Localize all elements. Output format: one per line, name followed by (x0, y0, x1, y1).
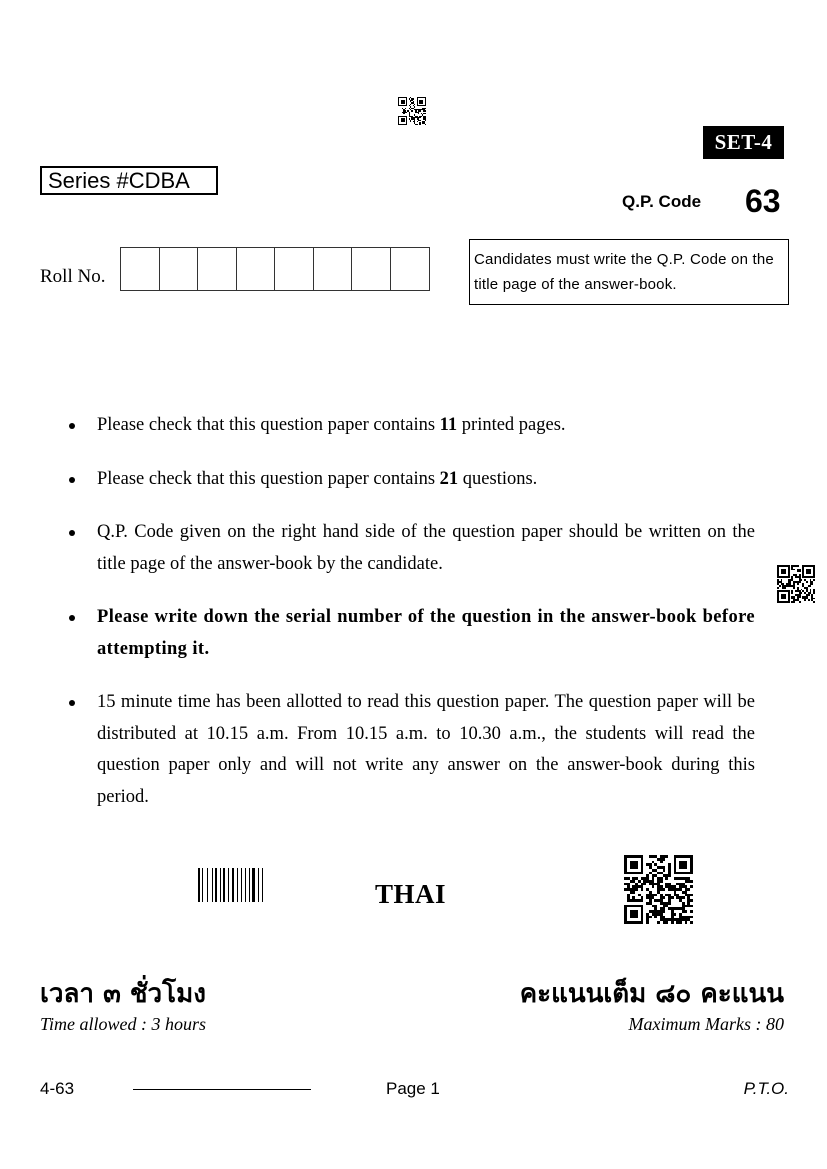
main-qr-code (624, 855, 693, 924)
instruction-text: 15 minute time has been allotted to read this question paper. The question paper will be distributed at 10.15 a.m. From 10.15 a.m. to 10.30 a.m., the students will read the question paper only and will not write any answer on the answer-book during this period. (97, 692, 755, 807)
instruction-item (66, 464, 755, 496)
instruction-text: Please write down the serial number of the question in the answer-book before attempting it. (97, 607, 755, 659)
maximum-marks: Maximum Marks : 80 (628, 1014, 784, 1034)
series-label: Series #CDBA (40, 166, 218, 195)
instruction-item (66, 602, 755, 665)
qp-code-label: Q.P. Code (622, 192, 702, 211)
instruction-item (66, 687, 755, 813)
roll-digit-box[interactable] (198, 248, 237, 290)
subject-title: THAI (375, 879, 447, 909)
instruction-text: Q.P. Code given on the right hand side of the question paper should be written on the title page of the answer-book by the candidate. (97, 522, 755, 574)
marks-thai: คะแนนเต็ม ๘๐ คะแนน (519, 979, 784, 1009)
roll-digit-box[interactable] (275, 248, 314, 290)
instruction-text: Please check that this question paper contains (97, 415, 440, 435)
paper-code: 4-63 (40, 1079, 75, 1098)
roll-digit-box[interactable] (352, 248, 391, 290)
instruction-item (66, 517, 755, 580)
page-number: Page 1 (386, 1079, 440, 1098)
side-qr-code (777, 565, 815, 603)
pto-label: P.T.O. (743, 1079, 789, 1098)
instruction-item (66, 410, 755, 442)
qp-code-value: 63 (745, 183, 781, 219)
roll-digit-box[interactable] (121, 248, 160, 290)
set-badge: SET-4 (703, 126, 784, 159)
barcode (198, 868, 266, 902)
footer-divider (133, 1089, 311, 1090)
page-count: 11 (439, 415, 458, 435)
instruction-text: questions. (458, 468, 538, 489)
roll-digit-box[interactable] (237, 248, 276, 290)
time-allowed: Time allowed : 3 hours (40, 1014, 207, 1034)
top-qr-code (398, 97, 426, 125)
instruction-text: printed pages. (457, 415, 566, 435)
roll-digit-box[interactable] (314, 248, 353, 290)
instructions-list (66, 410, 755, 835)
roll-digit-box[interactable] (160, 248, 199, 290)
roll-digit-box[interactable] (391, 248, 430, 290)
qp-code-notice: Candidates must write the Q.P. Code on the title page of the answer-book. (469, 239, 789, 305)
roll-number-label: Roll No. (40, 266, 106, 287)
question-count: 21 (439, 468, 459, 489)
roll-number-boxes[interactable] (120, 247, 430, 291)
time-thai: เวลา ๓ ชั่วโมง (40, 979, 206, 1009)
instruction-text: Please check that this question paper contains (97, 468, 440, 489)
